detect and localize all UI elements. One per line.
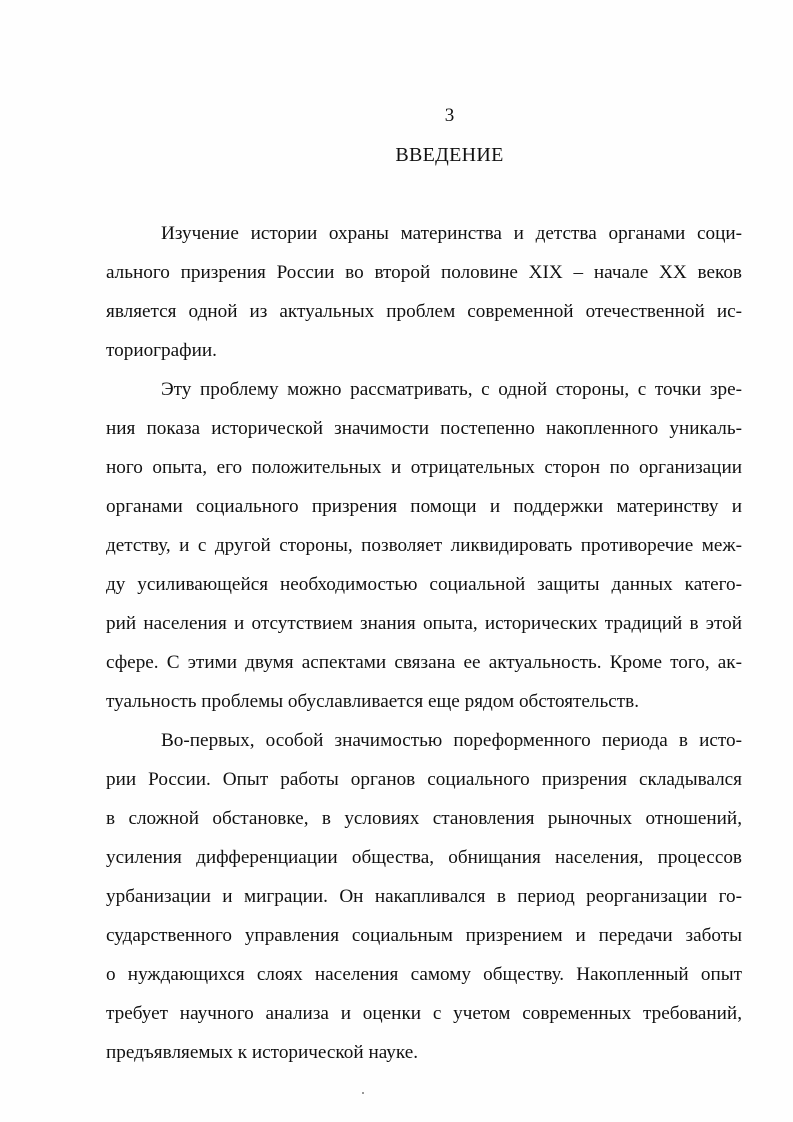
text-line: ния показа исторической значимости постепенно накопленного уникаль- [106, 418, 742, 439]
text-line: рии России. Опыт работы органов социального призрения складывался [106, 769, 742, 790]
text-line: требует научного анализа и оценки с учетом современных требований, [106, 1003, 742, 1024]
text-line: ду усиливающейся необходимостью социальной защиты данных катего- [106, 574, 742, 595]
text-line: сфере. С этими двумя аспектами связана ее актуальность. Кроме того, ак- [106, 652, 742, 673]
text-line: Эту проблему можно рассматривать, с одной стороны, с точки зре- [161, 379, 742, 400]
text-line: ного опыта, его положительных и отрицательных сторон по организации [106, 457, 742, 478]
text-line: туальность проблемы обуславливается еще рядом обстоятельств. [106, 691, 640, 712]
text-line: рий населения и отсутствием знания опыта, исторических традиций в этой [106, 613, 742, 634]
text-line: усиления дифференциации общества, обнищания населения, процессов [106, 847, 742, 868]
paragraph-3 [106, 721, 742, 1072]
text-line: Изучение истории охраны материнства и детства органами соци- [161, 223, 742, 244]
text-line: является одной из актуальных проблем современной отечественной ис- [106, 301, 742, 322]
text-line: детству, и с другой стороны, позволяет ликвидировать противоречие меж- [106, 535, 742, 556]
text-line: органами социального призрения помощи и поддержки материнству и [106, 496, 742, 517]
text-line: ального призрения России во второй половине XIX – начале XX веков [106, 262, 742, 283]
scan-speck [362, 1092, 364, 1094]
text-line: сударственного управления социальным призрением и передачи заботы [106, 925, 742, 946]
text-line: предъявляемых к исторической науке. [106, 1042, 419, 1063]
page-number: 3 [444, 105, 455, 126]
document-body [106, 214, 742, 1072]
paragraph-1 [106, 214, 742, 370]
text-line: в сложной обстановке, в условиях становления рыночных отношений, [106, 808, 742, 829]
text-line: урбанизации и миграции. Он накапливался в период реорганизации го- [106, 886, 742, 907]
text-line: Во-первых, особой значимостью пореформенного периода в исто- [161, 730, 742, 751]
paragraph-2 [106, 370, 742, 721]
page-title: ВВЕДЕНИЕ [395, 144, 504, 166]
text-line: ториографии. [106, 340, 217, 361]
text-line: о нуждающихся слоях населения самому обществу. Накопленный опыт [106, 964, 742, 985]
